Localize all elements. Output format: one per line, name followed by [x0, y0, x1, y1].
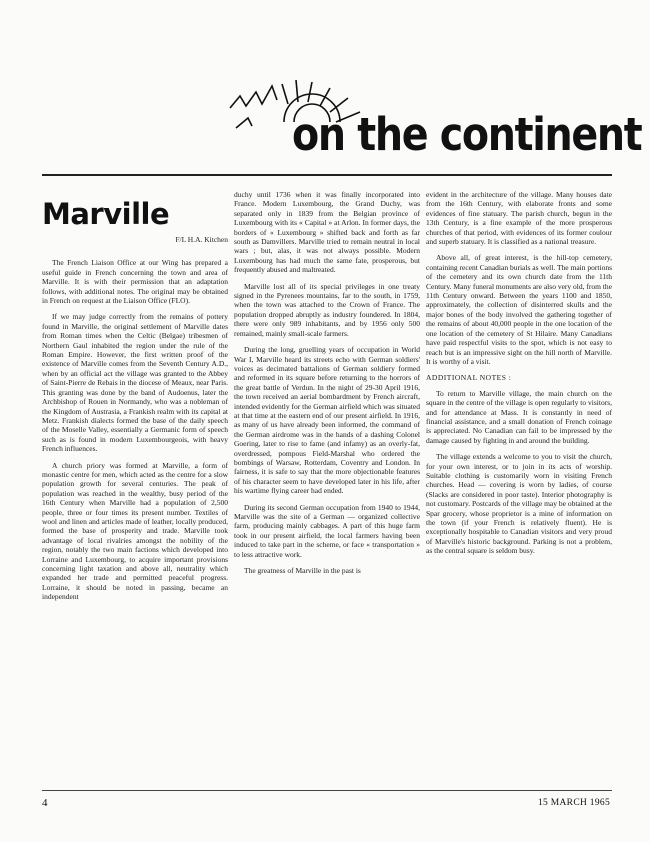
- section-banner-title: on the continent: [292, 108, 642, 161]
- paragraph: Above all, of great interest, is the hill-top cemetery, containing recent Canadian burials as well. The main portions of the cemetery and its own church date from the 11th Century. Many funeral monuments are also very old, from the 11th Century onward. Between the years 1100 and 1850, approximately, the collection of disinterred skulls and the major bones of the body involved the gathering together of the remains of about 40,000 people in the one location of the one location of the cemetery of St Hilaire. Many Canadians have paid respectful visits to the spot, which is not easy to reach but is an impressive sight on the hill north of Marville. It is worthy of a visit.: [426, 253, 612, 366]
- column-2: [234, 190, 420, 582]
- paragraph: To return to Marville village, the main church on the square in the centre of the village is open regularly to visitors, and for attendance at Mass. It is constantly in need of financial assistance, and a small donation of French coinage is appreciated. No Canadian can fail to be impressed by the damage caused by fighting in and around the building.: [426, 388, 612, 445]
- paragraph: During its second German occupation from 1940 to 1944, Marville was the site of a German — organized collective farm, producing mainly cabbages. A part of this huge farm took in our present airfield, the local farmers having been induced to take part in the scheme, or face « transportation » to less attractive work.: [234, 502, 420, 559]
- article-title: Marville: [42, 197, 170, 231]
- paragraph: During the long, gruelling years of occupation in World War I, Marville heard its streets echo with German soldiers' voices as decimated battalions of German soldiery formed and reformed in its square before returning to the horrors of the great battle of Verdun. In the night of 29-30 April 1916, the town received an aerial bombardment by French aircraft, intended evidently for the German airfield which was situated at that time at the eastern end of our present airfield. In 1916, as many of us have already been informed, the command of the German airdrome was in the hands of a dashing Colonel Goering, later to rise to fame (and infamy) as an overly-fat, overdressed, pompous Field-Marshal who ordered the bombings of Warsaw, Rotterdam, Coventry and London. In fairness, it is safe to say that the more objectionable features of his character seem to have developed later in his life, after his wartime flying career had ended.: [234, 345, 420, 496]
- paragraph: The greatness of Marville in the past is: [244, 566, 361, 576]
- top-rule: [42, 174, 612, 176]
- paragraph: The French Liaison Office at our Wing has prepared a useful guide in French concerning the town and area of Marville. It is with their permission that an adaptation follows, with additional notes. The original may be obtained in French on request at the Liaison Office (FLO).: [42, 258, 228, 306]
- subheading: ADDITIONAL NOTES :: [426, 373, 512, 383]
- paragraph: duchy until 1736 when it was finally incorporated into France. Modern Luxembourg, the Grand Duchy, was separated only in 1839 from the Belgian province of Luxembourg with its « Capital » at Arlon. In former days, the borders of « Luxembourg » shifted back and forth as far south as Damvillers. Marville tried to remain neutral in local wars ; but, alas, it was not always possible. Modern Luxembourg has had much the same fate, prosperous, but frequently abused and maltreated.: [234, 190, 420, 275]
- column-1: [42, 186, 228, 609]
- issue-date: 15 MARCH 1965: [538, 798, 610, 808]
- bottom-rule: [42, 790, 612, 791]
- column-3: [426, 190, 612, 563]
- paragraph: evident in the architecture of the village. Many houses date from the 16th Century, with elaborate fronts and some evidences of fine statuary. The parish church, begun in the 13th Century, is a fine example of the more prosperous churches of that period, with evidences of its former coulour and superb statuary. It is classified as a national treasure.: [426, 190, 612, 247]
- paragraph: The village extends a welcome to you to visit the church, for your own interest, or to join in its acts of worship. Suitable clothing is customarily worn in visiting French churches. Head — covering is worn by ladies, of course (Slacks are considered in poor taste). Interior photography is not customary. Postcards of the village may be obtained at the Spar grocery, whose proprietor is a mine of information on the town (if your French is relatively fluent). He is exceptionally hospitable to Canadian visitors and very proud of Marville's historic background. Parking is not a problem, as the central square is seldom busy.: [426, 452, 612, 556]
- page-number: 4: [42, 797, 48, 809]
- paragraph: A church priory was formed at Marville, a form of monastic centre for men, which acted as the centre for a slow population growth for several centuries. The peak of population was reached in the wealthy, busy period of the 16th Century when Marville had a population of 2,500 people, three or four times its present number. Textiles of wool and linen and articles made of leather, locally produced, formed the base of prosperity and trade. Marville took advantage of local rivalries amongst the nobility of the region, notably the two main factions which developed into Lorraine and Luxembourg, to acquire important provisions concerning light taxation and above all, neutrality which expanded her trade and permitted peaceful progress. Lorraine, it should be noted in passing, became an independent: [42, 460, 228, 602]
- paragraph: Marville lost all of its special privileges in one treaty signed in the Pyrenees mountains, far to the south, in 1759, when the town was attached to the Crown of France. The population dropped abruptly as industry foundered. In 1804, there were only 989 inhabitants, and by 1956 only 500 remained, mainly small-scale farmers.: [234, 281, 420, 338]
- article-byline: F/L H.A. Kitchen: [175, 235, 228, 244]
- paragraph: If we may judge correctly from the remains of pottery found in Marville, the original settlement of Marville dates from Roman times when the Celtic (Belgae) tribesmen of Northern Gaul inhabited the region under the rule of the Roman Empire. However, the first written proof of the existence of Marville comes from the Seventh Century A.D., when by an official act the village was granted to the Abbey of Saint-Pierre de Rebais in the diocese of Meaux, near Paris. This granting was done by the band of Audoenus, later the Archbishop of Rouen in Normandy, who was a nobleman of the Kingdom of Austrasia, a Frankish realm with its capital at Metz. Frankish dialects formed the base of the daily speech of the Moselle Valley, essentially a Germanic form of speech such as is found in modern Luxembourgeois, with heavy French influences.: [42, 312, 228, 454]
